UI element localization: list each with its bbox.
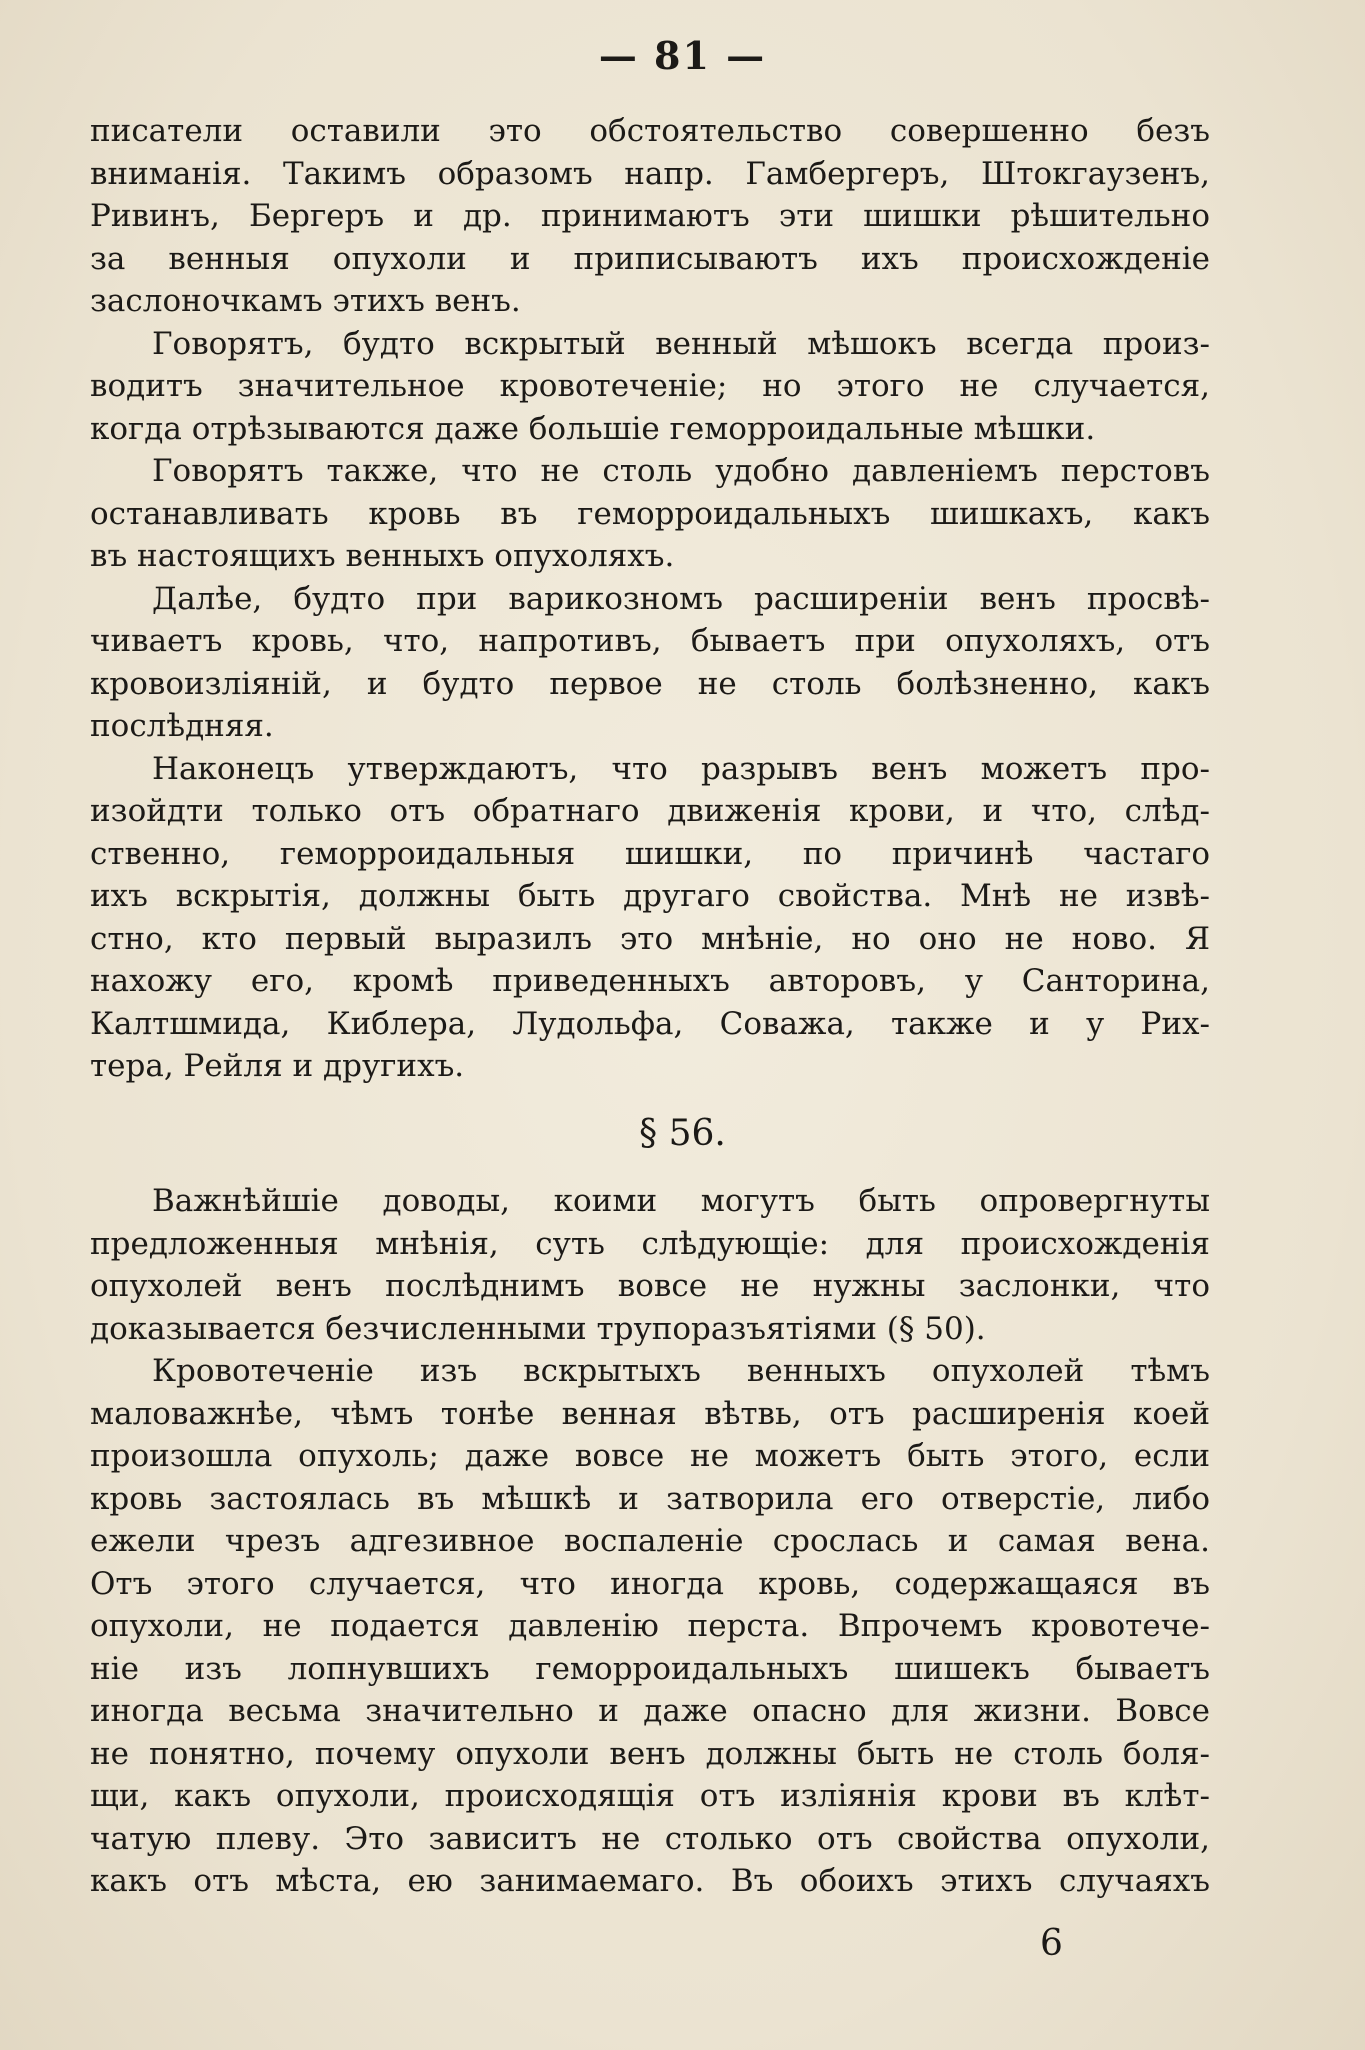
text-line: доказывается безчисленными трупоразъятіями (§ 50).	[90, 1310, 986, 1347]
text-line: чиваетъ кровь, что, напротивъ, бываетъ при опухоляхъ, отъ	[90, 623, 1210, 659]
text-line: ніе изъ лопнувшихъ геморроидальныхъ шишекъ бываетъ	[90, 1650, 1210, 1687]
text-line: ежели чрезъ адгезивное воспаленіе срослась и самая вена.	[90, 1523, 1210, 1559]
text-line: чатую плеву. Это зависитъ не столько отъ свойства опухоли,	[90, 1820, 1210, 1857]
text-line: Наконецъ утверждаютъ, что разрывъ венъ можетъ про-	[152, 750, 1210, 787]
text-block-upper	[90, 110, 1210, 1088]
paragraph-3	[90, 450, 1210, 578]
text-line: Далѣе, будто при варикозномъ расширеніи венъ просвѣ-	[152, 580, 1210, 617]
paragraph-7	[90, 1350, 1210, 1903]
text-line: изойдти только отъ обратнаго движенія крови, и что, слѣд-	[90, 793, 1210, 829]
text-line: за венныя опухоли и приписываютъ ихъ происхожденіе	[90, 240, 1210, 277]
text-line: щи, какъ опухоли, происходящія отъ изліянія крови въ клѣт-	[90, 1778, 1210, 1814]
page-number: — 81 —	[598, 33, 767, 78]
text-line: произошла опухоль; даже вовсе не можетъ быть этого, если	[90, 1438, 1210, 1474]
text-line: останавливать кровь въ геморроидальныхъ шишкахъ, какъ	[90, 495, 1210, 532]
text-line: кровь застоялась въ мѣшкѣ и затворила его отверстіе, либо	[90, 1480, 1210, 1517]
text-line: иногда весьма значительно и даже опасно для жизни. Вовсе	[90, 1693, 1210, 1729]
text-line: Ривинъ, Бергеръ и др. принимаютъ эти шишки рѣшительно	[90, 198, 1210, 234]
paragraph-6	[90, 1180, 1210, 1350]
text-line: Говорятъ также, что не столь удобно давленіемъ перстовъ	[152, 453, 1210, 489]
text-line: водитъ значительное кровотеченіе; но этого не случается,	[90, 368, 1210, 404]
text-line: послѣдняя.	[90, 708, 274, 744]
text-line: Говорятъ, будто вскрытый венный мѣшокъ всегда произ-	[152, 325, 1210, 362]
text-line: Кровотеченіе изъ вскрытыхъ венныхъ опухолей тѣмъ	[152, 1353, 1210, 1389]
text-line: Отъ этого случается, что иногда кровь, содержащаяся въ	[90, 1565, 1210, 1602]
text-line: ихъ вскрытія, должны быть другаго свойства. Мнѣ не извѣ-	[90, 878, 1210, 914]
text-line: вниманія. Такимъ образомъ напр. Гамбергеръ, Штокгаузенъ,	[90, 155, 1210, 192]
paragraph-4	[90, 578, 1210, 748]
text-line: опухолей венъ послѣднимъ вовсе не нужны заслонки, что	[90, 1268, 1210, 1304]
text-line: какъ отъ мѣста, ею занимаемаго. Въ обоихъ этихъ случаяхъ	[90, 1863, 1210, 1899]
paragraph-1	[90, 110, 1210, 323]
text-line: тера, Рейля и другихъ.	[90, 1048, 465, 1084]
text-line: стно, кто первый выразилъ это мнѣніе, но оно не ново. Я	[90, 920, 1210, 957]
text-line: опухоли, не подается давленію перста. Впрочемъ кровотече-	[90, 1608, 1210, 1644]
text-line: Калтшмида, Киблера, Лудольфа, Соважа, также и у Рих-	[90, 1005, 1210, 1042]
text-line: писатели оставили это обстоятельство совершенно безъ	[90, 113, 1210, 149]
paragraph-2	[90, 323, 1210, 451]
text-line: нахожу его, кромѣ приведенныхъ авторовъ, у Санторина,	[90, 963, 1210, 999]
section-heading: § 56.	[639, 1113, 726, 1154]
text-line: когда отрѣзываются даже большіе геморроидальные мѣшки.	[90, 410, 1096, 447]
text-block-lower	[90, 1180, 1210, 1903]
text-line: маловажнѣе, чѣмъ тонѣе венная вѣтвь, отъ расширенія коей	[90, 1395, 1210, 1432]
text-line: ственно, геморроидальныя шишки, по причинѣ частаго	[90, 835, 1210, 872]
text-line: Важнѣйшіе доводы, коими могутъ быть опровергнуты	[152, 1183, 1210, 1219]
text-line: въ настоящихъ венныхъ опухоляхъ.	[90, 538, 675, 574]
text-line: кровоизліяній, и будто первое не столь болѣзненно, какъ	[90, 665, 1210, 702]
text-line: не понятно, почему опухоли венъ должны быть не столь боля-	[90, 1735, 1210, 1772]
paragraph-5	[90, 748, 1210, 1088]
signature-mark: 6	[1040, 1923, 1063, 1964]
text-line: заслоночкамъ этихъ венъ.	[90, 283, 521, 319]
text-line: предложенныя мнѣнія, суть слѣдующіе: для происхожденія	[90, 1225, 1210, 1262]
